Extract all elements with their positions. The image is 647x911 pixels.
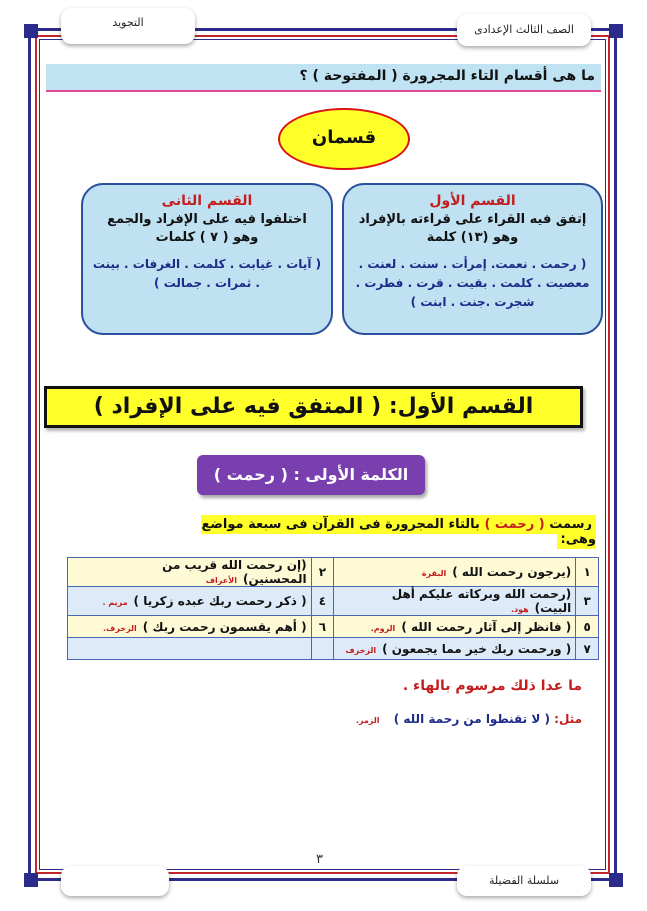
answer-text: قسمان bbox=[311, 127, 377, 148]
series-label: سلسلة الفضيلة bbox=[488, 874, 560, 887]
corner-ornament bbox=[609, 873, 623, 887]
verse-text: ( أهم يقسمون رحمت ربك ) bbox=[142, 619, 307, 634]
verse-cell bbox=[68, 587, 312, 616]
verse-text: (رحمت الله وبركاته عليكم أهل البيت) bbox=[391, 587, 572, 615]
sura-name: هود. bbox=[510, 605, 529, 614]
grade-tab bbox=[457, 14, 591, 46]
second-section-title: القسم الثانى bbox=[161, 193, 253, 209]
except-line: ما عدا ذلك مرسوم بالهاء . bbox=[402, 678, 582, 694]
verse-number bbox=[311, 638, 334, 660]
second-section-box bbox=[81, 183, 333, 335]
grade-label: الصف الثالث الإعدادى bbox=[474, 23, 574, 36]
sura-name: الزخرف bbox=[345, 645, 377, 655]
verse-number: ٦ bbox=[311, 616, 334, 638]
sura-name: مريم . bbox=[102, 598, 128, 607]
example-label: مثل: bbox=[554, 712, 582, 726]
verse-cell bbox=[68, 638, 312, 660]
question-bar bbox=[46, 64, 601, 92]
verse-text: ( فانظر إلى آثار رحمت الله ) bbox=[401, 619, 572, 634]
table-row bbox=[68, 638, 599, 660]
verse-text: (إن رحمت الله قريب من المحسنين) bbox=[162, 558, 307, 586]
series-tab bbox=[457, 866, 591, 896]
table-row bbox=[68, 587, 599, 616]
first-section-words: ( رحمت . نعمت. إمرأت . سنت . لعنت . معصيت . كلمت . بقيت . قرت . فطرت . شجرت .جنت . ابنت ) bbox=[355, 257, 590, 309]
subject-tab bbox=[61, 8, 195, 44]
verse-text: ( ذكر رحمت ربك عبده زكريا ) bbox=[133, 594, 307, 608]
sura-name: الأعراف bbox=[205, 576, 237, 585]
second-section-line1: اختلفوا فيه على الإفراد والجمع bbox=[107, 212, 307, 227]
verse-cell bbox=[334, 638, 576, 660]
corner-ornament bbox=[24, 24, 38, 38]
verse-number: ١ bbox=[576, 558, 599, 587]
verse-cell bbox=[334, 587, 576, 616]
question-text: ما هى أقسام التاء المجرورة ( المفتوحة ) ؟ bbox=[299, 68, 595, 84]
sura-name: البقرة bbox=[421, 569, 447, 578]
second-section-words: ( آيات . غيابت . كلمت . الغرفات . بينت . ثمرات . جمالت ) bbox=[92, 257, 322, 290]
first-section-box bbox=[342, 183, 603, 335]
word-heading-box bbox=[197, 455, 425, 495]
example-line bbox=[356, 712, 582, 726]
word-heading-text: الكلمة الأولى : ( رحمت ) bbox=[213, 465, 409, 484]
page-number: ٣ bbox=[316, 852, 323, 867]
verse-number: ٢ bbox=[311, 558, 334, 587]
section-banner bbox=[44, 386, 583, 428]
subject-label: التجويد bbox=[112, 16, 144, 29]
footer-left-tab bbox=[61, 866, 169, 896]
verse-text: ( ورحمت ربك خير مما يجمعون ) bbox=[382, 641, 572, 656]
first-section-line1: إتفق فيه القراء على قراءته بالإفراد bbox=[358, 212, 587, 227]
example-text: ( لا تقنطوا من رحمة الله ) bbox=[393, 712, 550, 726]
verse-number: ٧ bbox=[576, 638, 599, 660]
intro-word: ( رحمت ) bbox=[484, 517, 545, 532]
intro-sentence bbox=[198, 517, 596, 547]
verse-cell bbox=[68, 616, 312, 638]
second-section-line2: وهو ( ٧ ) كلمات bbox=[155, 230, 259, 245]
verse-number: ٥ bbox=[576, 616, 599, 638]
verse-cell bbox=[334, 616, 576, 638]
example-sura: الزمر. bbox=[355, 716, 380, 725]
verse-number: ٣ bbox=[576, 587, 599, 616]
verse-text: (يرجون رحمت الله ) bbox=[452, 565, 572, 579]
corner-ornament bbox=[24, 873, 38, 887]
sura-name: الروم. bbox=[370, 623, 396, 633]
table-row bbox=[68, 558, 599, 587]
verse-cell bbox=[68, 558, 312, 587]
first-section-title: القسم الأول bbox=[429, 193, 516, 209]
intro-after: بالتاء المجرورة فى القرآن فى سبعة مواضع وهى: bbox=[201, 517, 596, 547]
answer-oval bbox=[278, 108, 410, 170]
corner-ornament bbox=[609, 24, 623, 38]
verse-cell bbox=[334, 558, 576, 587]
verse-number: ٤ bbox=[311, 587, 334, 616]
first-section-line2: وهو (١٣) كلمة bbox=[426, 230, 519, 245]
table-row bbox=[68, 616, 599, 638]
sura-name: الزخرف. bbox=[103, 623, 137, 633]
verses-table bbox=[67, 557, 599, 660]
intro-before: رسمت bbox=[544, 517, 592, 532]
banner-text: القسم الأول: ( المتفق فيه على الإفراد ) bbox=[93, 394, 534, 419]
